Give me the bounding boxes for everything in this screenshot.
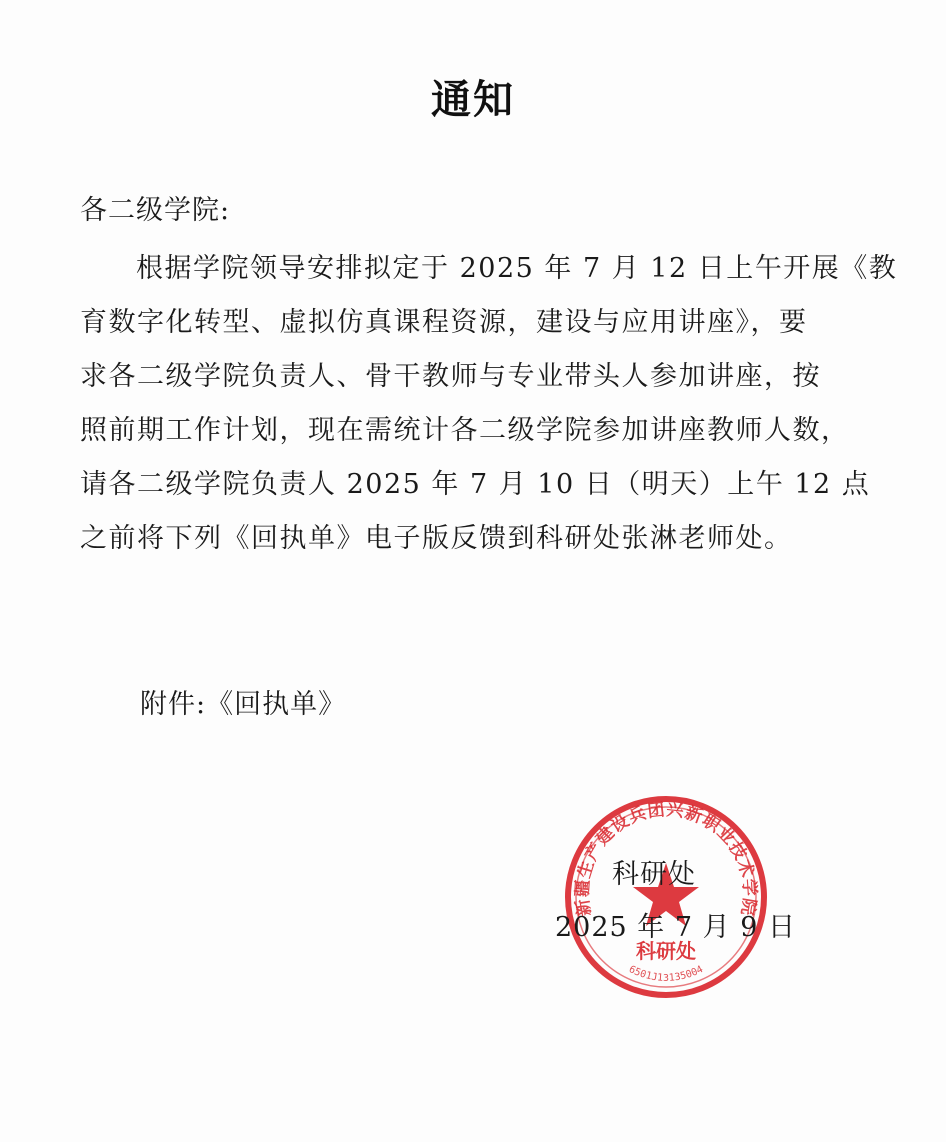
body-line-1: 根据学院领导安排拟定于 2025 年 7 月 12 日上午开展《教 bbox=[136, 253, 898, 284]
seal-center-text: 科研处 bbox=[636, 939, 696, 963]
issue-date: 2025 年 7 月 9 日 bbox=[555, 912, 796, 943]
body-line-3: 求各二级学院负责人、骨干教师与专业带头人参加讲座，按 bbox=[80, 361, 821, 392]
body-line-5: 请各二级学院负责人 2025 年 7 月 10 日（明天）上午 12 点 bbox=[80, 469, 871, 500]
body-line-6: 之前将下列《回执单》电子版反馈到科研处张淋老师处。 bbox=[80, 523, 793, 554]
body-line-4: 照前期工作计划，现在需统计各二级学院参加讲座教师人数， bbox=[80, 415, 850, 446]
official-seal-stamp bbox=[562, 793, 770, 1001]
body-line-2: 育数字化转型、虚拟仿真课程资源，建设与应用讲座》，要 bbox=[80, 307, 808, 338]
seal-code: 6501J13135004 bbox=[626, 964, 706, 984]
svg-text:6501J13135004 bbox=[627, 964, 705, 984]
issuer-signature: 科研处 bbox=[612, 859, 696, 890]
attachment-line: 附件:《回执单》 bbox=[140, 689, 347, 720]
salutation: 各二级学院: bbox=[80, 195, 231, 226]
document-title: 通知 bbox=[431, 77, 515, 123]
seal-outer-text: 新疆生产建设兵团兴新职业技术学院 bbox=[572, 800, 760, 918]
